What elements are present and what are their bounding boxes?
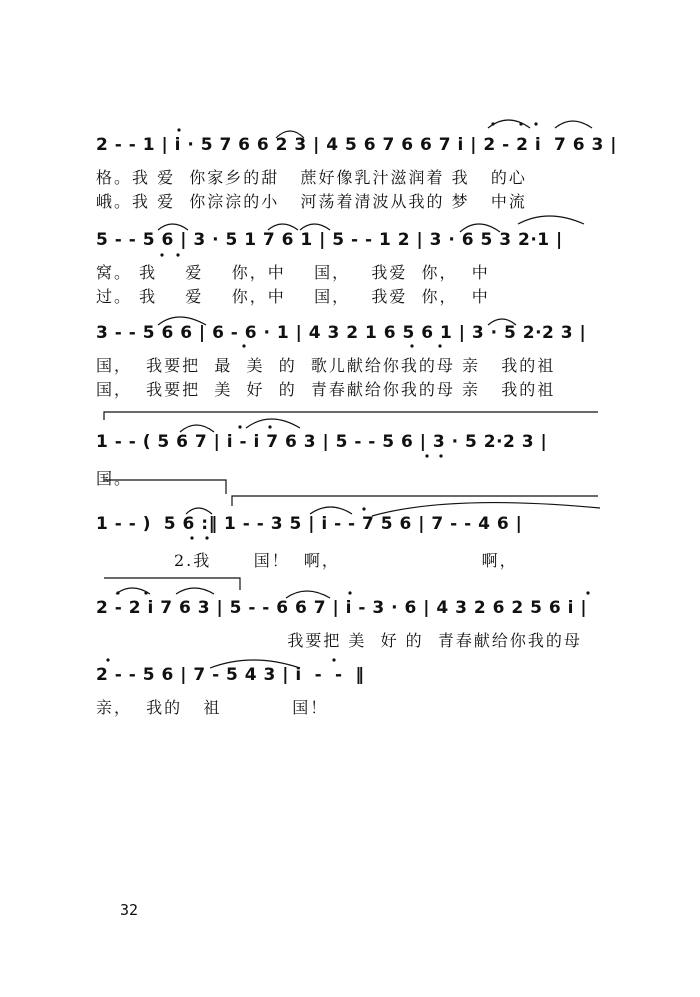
slur-mark xyxy=(180,425,214,432)
notation-line: 3 - - 5 6 6 | 6 - 6 · 1 | 4 3 2 1 6 5 6 1 | 3 · 5 2·2 3 | xyxy=(96,323,587,343)
lyric-line-1: 2.我 国！ 啊， 啊， xyxy=(96,551,518,570)
octave-dot xyxy=(491,122,494,125)
octave-dot xyxy=(242,344,245,347)
notation-line: 2 - - 1 | i · 5 7 6 6 2 3 | 4 5 6 7 6 6 7 i | 2 - 2 i 7 6 3 | xyxy=(96,135,617,155)
volta-bracket xyxy=(232,496,598,506)
lyric-line-2: 过。 我 爱 你，中 国， 我爱 你， 中 xyxy=(96,287,490,306)
lyric-line-1: 亲， 我的 祖 国！ xyxy=(96,698,329,717)
slur-mark xyxy=(246,419,300,428)
octave-dot xyxy=(205,536,208,539)
octave-dot xyxy=(425,454,428,457)
slur-mark xyxy=(116,588,150,594)
octave-dot xyxy=(534,122,537,125)
lyric-line-1: 格。我 爱 你家乡的甜 蔗好像乳汁滋润着 我 的心 xyxy=(96,168,527,187)
octave-dot xyxy=(519,122,522,125)
octave-dot xyxy=(144,591,147,594)
octave-dot xyxy=(438,344,441,347)
slur-mark xyxy=(518,216,584,224)
lyric-line-1: 我要把 美 好 的 青春献给你我的母 xyxy=(96,631,582,650)
slur-mark xyxy=(176,588,214,594)
octave-dot xyxy=(190,536,193,539)
lyric-line-2: 国， 我要把 美 好 的 青春献给你我的母 亲 我的祖 xyxy=(96,380,556,399)
slur-mark xyxy=(555,121,592,128)
volta-bracket xyxy=(104,412,598,420)
octave-dot xyxy=(268,425,271,428)
octave-dot xyxy=(116,591,119,594)
lyric-line-1: 国， 我要把 最 美 的 歌儿献给你我的母 亲 我的祖 xyxy=(96,356,556,375)
notation-line: 1 - - ( 5 6 7 | i - i 7 6 3 | 5 - - 5 6 | 3 · 5 2·2 3 | xyxy=(96,432,548,452)
notation-line: 2 - 2 i 7 6 3 | 5 - - 6 6 7 | i - 3 · 6 | 4 3 2 6 2 5 6 i | xyxy=(96,598,588,618)
octave-dot xyxy=(160,253,163,256)
octave-dot xyxy=(410,344,413,347)
octave-dot xyxy=(362,507,365,510)
notation-line: 5 - - 5 6 | 3 · 5 1 7 6 1 | 5 - - 1 2 | 3 · 6 5 3 2·1 | xyxy=(96,230,563,250)
volta-bracket xyxy=(104,578,240,590)
octave-dot xyxy=(332,658,335,661)
lyric-line-1: 窝。 我 爱 你，中 国， 我爱 你， 中 xyxy=(96,263,490,282)
octave-dot xyxy=(176,253,179,256)
slur-mark xyxy=(310,507,352,514)
lyric-line-2: 峨。我 爱 你淙淙的小 河荡着清波从我的 梦 中流 xyxy=(96,192,527,211)
octave-dot xyxy=(106,658,109,661)
slur-mark xyxy=(286,591,330,598)
octave-dot xyxy=(439,454,442,457)
octave-dot xyxy=(177,128,180,131)
octave-dot xyxy=(348,591,351,594)
page-number: 32 xyxy=(120,901,139,919)
slur-mark xyxy=(488,120,530,128)
notation-line: 1 - - ) 5 6 :‖ 1 - - 3 5 | i - - 7 5 6 | 7 - - 4 6 | xyxy=(96,514,523,534)
octave-dot xyxy=(238,425,241,428)
lyric-line-1: 国。 xyxy=(96,469,133,488)
notation-line: 2 - - 5 6 | 7 - 5 4 3 | i - - ‖ xyxy=(96,665,365,685)
octave-dot xyxy=(586,591,589,594)
